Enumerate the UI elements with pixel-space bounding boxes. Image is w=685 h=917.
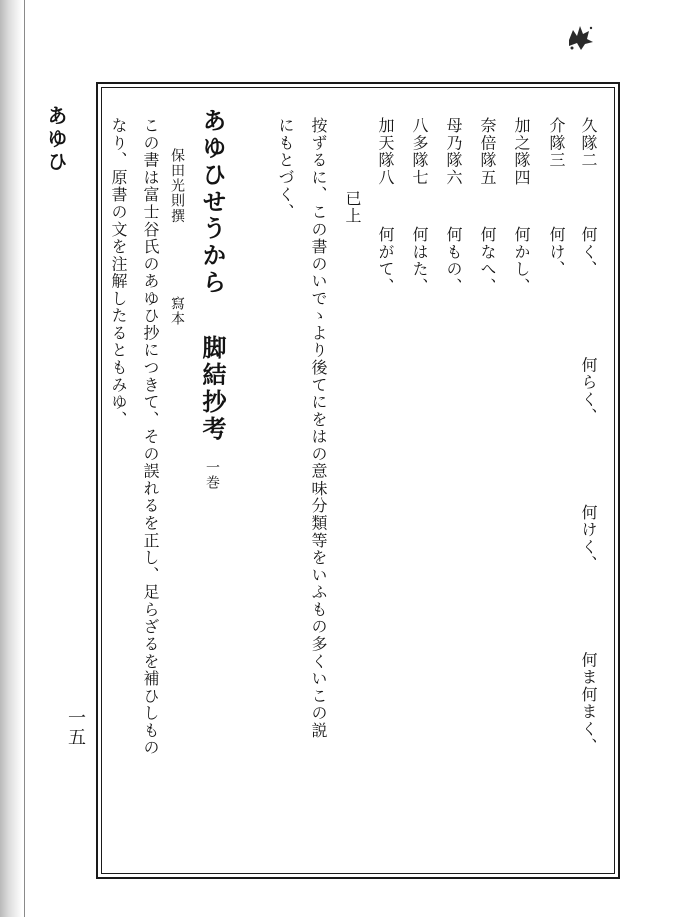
entry-items-kutai: 何く、 何らく、 何けく、 何ま何まく、: [579, 226, 598, 755]
author-line: 保田光則撰: [169, 148, 185, 224]
entry-items-monotai: 何もの、: [444, 226, 463, 296]
entry-label-kutai: 久隊二: [579, 117, 598, 169]
commentary-line-2: にもとづく、: [276, 117, 295, 221]
volume-note: 一巻: [204, 460, 220, 491]
binding-line: [24, 0, 25, 917]
entry-items-ketai: 何け、: [547, 226, 566, 278]
entry-label-monotai: 母乃隊六: [444, 117, 463, 187]
entry-items-nabetai: 何なへ、: [478, 226, 497, 296]
entry-label-hatatai: 八多隊七: [410, 117, 429, 187]
book-subtitle: 脚結抄考: [198, 335, 227, 443]
description-line-2: なり、原書の文を注解したるともみゆ、: [109, 117, 128, 429]
entry-items-kashitai: 何かし、: [512, 226, 531, 296]
page-binding-shadow: [0, 0, 22, 917]
manuscript-note: 寫本: [169, 296, 185, 327]
ink-blot-mark: [563, 22, 597, 52]
page-number: 一五: [65, 708, 86, 747]
book-title: あゆひせうから: [198, 108, 227, 297]
entry-label-kashitai: 加之隊四: [512, 117, 531, 187]
description-line-1: この書は富士谷氏のあゆひ抄につきて、その誤れるを正し、足らざるを補ひしもの: [141, 117, 160, 757]
entry-label-gatetai: 加天隊八: [376, 117, 395, 187]
entry-items-hatatai: 何はた、: [410, 226, 429, 296]
end-mark: 已上: [343, 190, 362, 225]
commentary-line-1: 按ずるに、この書のいでゝより後てにをはの意味分類等をいふもの多くいこの説: [309, 117, 328, 740]
entry-label-nabetai: 奈倍隊五: [478, 117, 497, 187]
entry-items-gatetai: 何がて、: [376, 226, 395, 296]
entry-label-ketai: 介隊三: [547, 117, 566, 169]
running-header: あゆひ: [44, 105, 68, 174]
